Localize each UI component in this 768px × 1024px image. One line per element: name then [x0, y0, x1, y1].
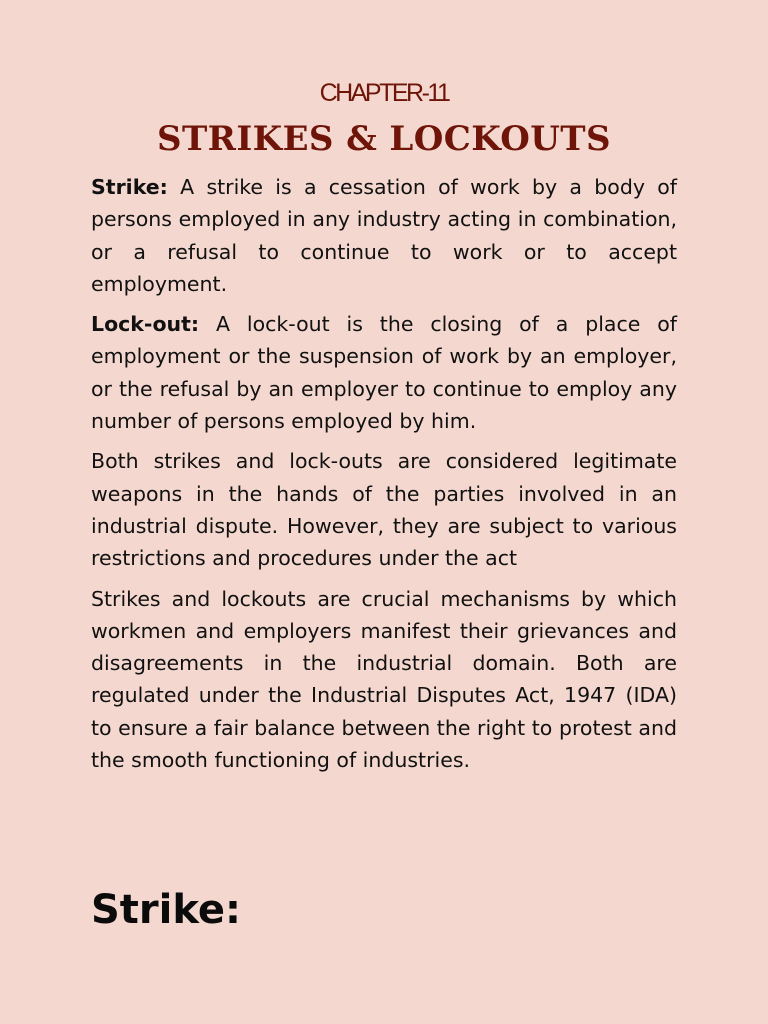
section-heading-strike: Strike:: [91, 887, 242, 933]
definition-lockout: [91, 308, 677, 437]
definition-strike-text: A strike is a cessation of work by a body of persons employed in any industry acting in combination, or a refusal to continue to work or to accept employment.: [91, 175, 677, 296]
term-strike: Strike:: [91, 175, 168, 199]
paragraph-mechanisms-text: Strikes and lockouts are crucial mechanisms by which workmen and employers manifest their grievances and disagreements in the industrial domain. Both are regulated under the Industrial Disputes Act, 1947 (IDA) to ensure a fair balance between the right to protest and the smooth functioning of industries.: [91, 586, 677, 773]
definition-lockout-text: A lock-out is the closing of a place of employment or the suspension of work by an employer, or the refusal by an employer to continue to employ any number of persons employed by him.: [91, 312, 677, 434]
document-page: [91, 0, 677, 1024]
definition-strike: [91, 171, 677, 300]
paragraph-legitimate-weapons: [91, 445, 677, 574]
chapter-label: CHAPTER-11: [319, 79, 449, 107]
paragraph-legitimate-weapons-text: Both strikes and lock-outs are considered legitimate weapons in the hands of the parties involved in an industrial dispute. However, they are subject to various restrictions and procedures under the act: [91, 449, 677, 571]
term-lockout: Lock-out:: [91, 312, 200, 337]
body-text: [91, 171, 677, 784]
paragraph-mechanisms: [91, 583, 677, 777]
chapter-title: STRIKES & LOCKOUTS: [157, 119, 611, 159]
